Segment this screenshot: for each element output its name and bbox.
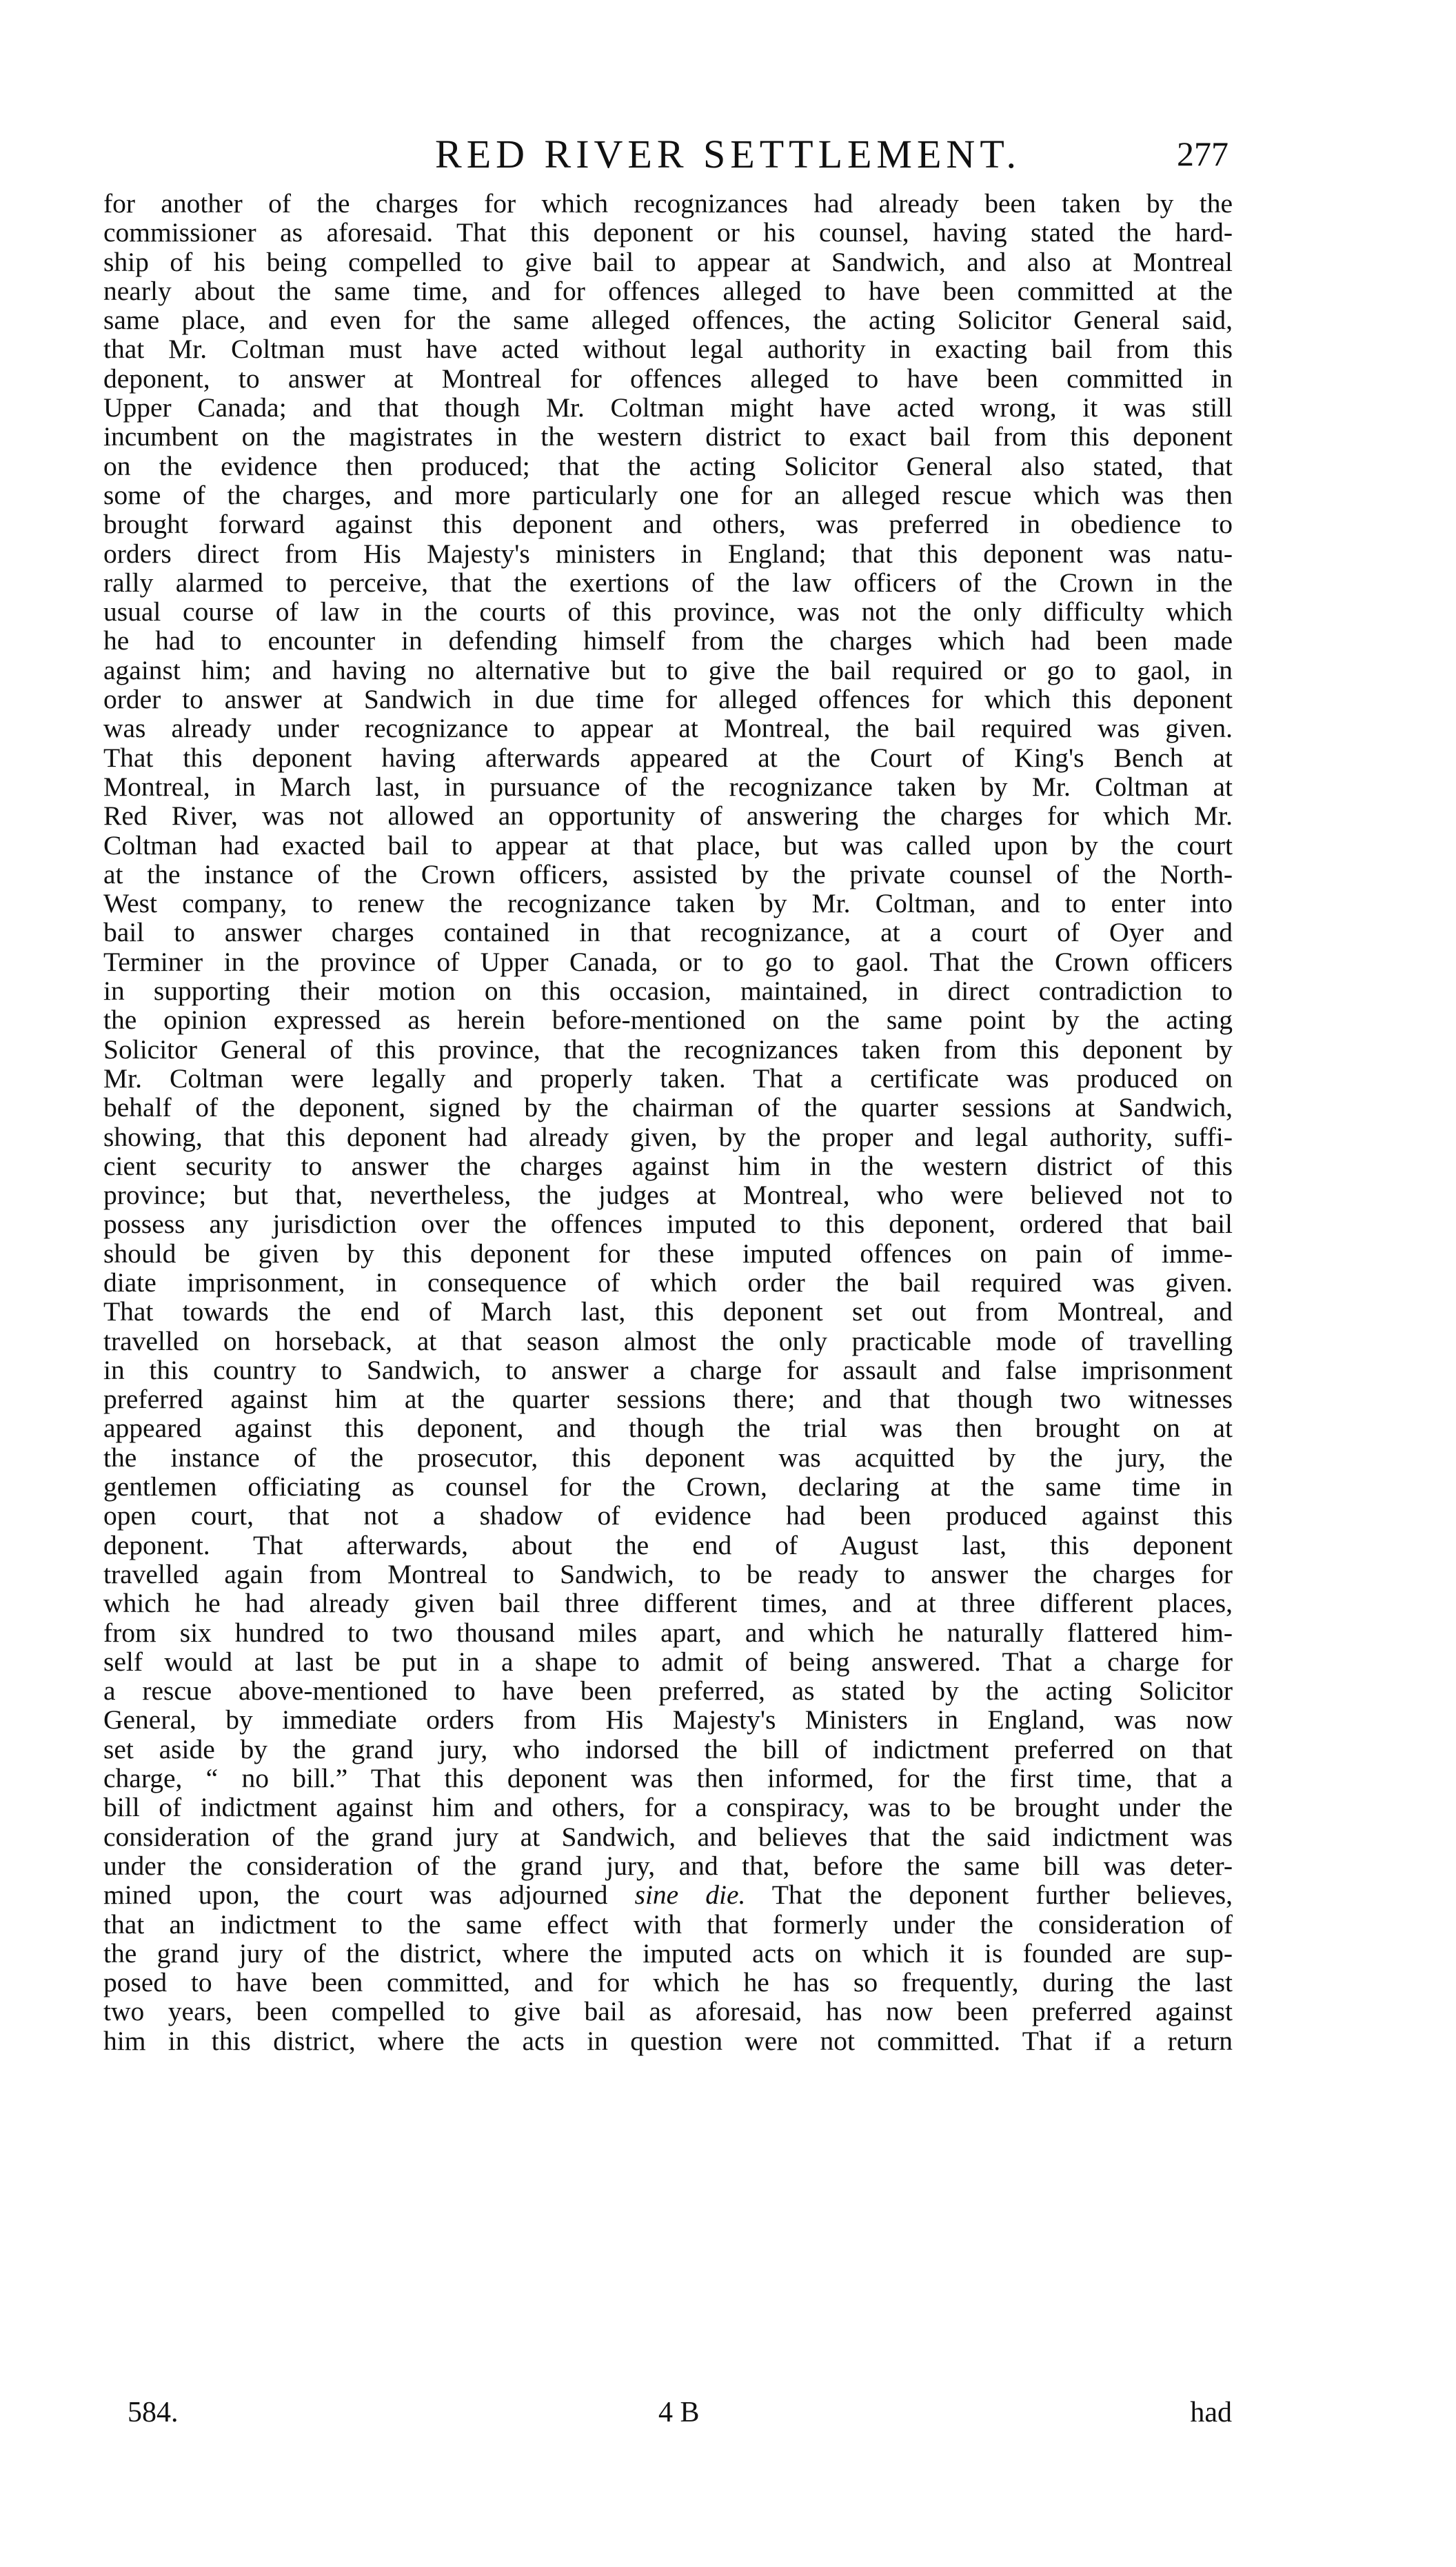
text-line: Montreal, in March last, in pursuance of the recognizance taken by Mr. Coltman at (103, 771, 1233, 802)
text-line: the opinion expressed as herein before-mentioned on the same point by the acting (103, 1005, 1233, 1036)
text-line: showing, that this deponent had already given, by the proper and legal authority, suffi- (103, 1121, 1233, 1152)
text-line: gentlemen officiating as counsel for the Crown, declaring at the same time in (103, 1471, 1233, 1502)
text-line: self would at last be put in a shape to admit of being answered. That a charge for (103, 1646, 1233, 1677)
catchword: had (1190, 2397, 1232, 2428)
text-line: diate imprisonment, in consequence of which order the bail required was given. (103, 1267, 1233, 1298)
text-line: him in this district, where the acts in question were not committed. That if a return (103, 2025, 1233, 2056)
text-line: same place, and even for the same alleged offences, the acting Solicitor General said, (103, 305, 1233, 336)
text-line: appeared against this deponent, and though the trial was then brought on at (103, 1413, 1233, 1444)
text-line: Solicitor General of this province, that the recognizances taken from this deponent by (103, 1034, 1233, 1065)
text-line: General, by immediate orders from His Majesty's Ministers in England, was now (103, 1704, 1233, 1735)
text-line: open court, that not a shadow of evidence had been produced against this (103, 1500, 1233, 1531)
page-title: RED RIVER SETTLEMENT. (435, 132, 1021, 177)
text-line: that Mr. Coltman must have acted without legal authority in exacting bail from this (103, 334, 1233, 365)
text-line: Coltman had exacted bail to appear at that place, but was called upon by the court (103, 829, 1233, 860)
text-line: the instance of the prosecutor, this deponent was acquitted by the jury, the (103, 1442, 1233, 1473)
page-number: 277 (1177, 134, 1228, 173)
text-line: some of the charges, and more particularly one for an alleged rescue which was then (103, 479, 1233, 510)
text-line: That this deponent having afterwards appeared at the Court of King's Bench at (103, 742, 1233, 773)
text-line: usual course of law in the courts of this province, was not the only difficulty which (103, 596, 1233, 627)
text-line: set aside by the grand jury, who indorsed the bill of indictment preferred on that (103, 1733, 1233, 1764)
text-line: rally alarmed to perceive, that the exertions of the law officers of the Crown in the (103, 567, 1233, 598)
text-line: travelled on horseback, at that season almost the only practicable mode of travelling (103, 1325, 1233, 1356)
text-line: in supporting their motion on this occasion, maintained, in direct contradiction to (103, 976, 1233, 1007)
text-line: mined upon, the court was adjourned sine die. That the deponent further believes, (103, 1880, 1233, 1911)
text-line: for another of the charges for which recognizances had already been taken by the (103, 188, 1233, 219)
text-line: orders direct from His Majesty's ministers in England; that this deponent was natu- (103, 538, 1233, 569)
text-line: from six hundred to two thousand miles apart, and which he naturally flattered him- (103, 1617, 1233, 1648)
running-head (0, 131, 1456, 179)
text-line: at the instance of the Crown officers, assisted by the private counsel of the North- (103, 858, 1233, 889)
text-line: which he had already given bail three different times, and at three different places, (103, 1588, 1233, 1619)
text-line: was already under recognizance to appear at Montreal, the bail required was given. (103, 713, 1233, 744)
text-line: on the evidence then produced; that the acting Solicitor General also stated, that (103, 450, 1233, 481)
text-line: deponent. That afterwards, about the end of August last, this deponent (103, 1529, 1233, 1560)
text-line: nearly about the same time, and for offences alleged to have been committed at the (103, 275, 1233, 306)
page-footer (0, 2396, 1456, 2437)
text-line: posed to have been committed, and for which he has so frequently, during the last (103, 1967, 1233, 1998)
text-line: should be given by this deponent for these imputed offences on pain of imme- (103, 1238, 1233, 1269)
text-line: travelled again from Montreal to Sandwich, to be ready to answer the charges for (103, 1558, 1233, 1589)
text-line: he had to encounter in defending himself from the charges which had been made (103, 625, 1233, 656)
body-text (103, 189, 1233, 2055)
text-line: consideration of the grand jury at Sandwich, and believes that the said indictment was (103, 1821, 1233, 1852)
text-line: West company, to renew the recognizance taken by Mr. Coltman, and to enter into (103, 888, 1233, 919)
text-line: two years, been compelled to give bail as aforesaid, has now been preferred against (103, 1996, 1233, 2027)
text-line: Upper Canada; and that though Mr. Coltman might have acted wrong, it was still (103, 392, 1233, 423)
text-line: Terminer in the province of Upper Canada, or to go to gaol. That the Crown officers (103, 946, 1233, 977)
text-line: incumbent on the magistrates in the western district to exact bail from this deponent (103, 421, 1233, 452)
text-line: under the consideration of the grand jury, and that, before the same bill was deter- (103, 1850, 1233, 1881)
text-line: that an indictment to the same effect with that formerly under the consideration of (103, 1909, 1233, 1940)
text-line: cient security to answer the charges against him in the western district of this (103, 1150, 1233, 1181)
text-line: That towards the end of March last, this deponent set out from Montreal, and (103, 1296, 1233, 1327)
text-line: the grand jury of the district, where the imputed acts on which it is founded are sup- (103, 1937, 1233, 1969)
text-line: Mr. Coltman were legally and properly taken. That a certificate was produced on (103, 1063, 1233, 1094)
text-line: Red River, was not allowed an opportunity of answering the charges for which Mr. (103, 801, 1233, 832)
text-line: brought forward against this deponent and others, was preferred in obedience to (103, 509, 1233, 540)
text-line: preferred against him at the quarter sessions there; and that though two witnesses (103, 1384, 1233, 1415)
text-line: behalf of the deponent, signed by the chairman of the quarter sessions at Sandwich, (103, 1092, 1233, 1123)
text-line: deponent, to answer at Montreal for offences alleged to have been committed in (103, 363, 1233, 394)
text-line: bill of indictment against him and others, for a conspiracy, was to be brought under the (103, 1792, 1233, 1823)
text-line: bail to answer charges contained in that recognizance, at a court of Oyer and (103, 917, 1233, 948)
text-line: commissioner as aforesaid. That this deponent or his counsel, having stated the hard- (103, 217, 1233, 248)
text-line: a rescue above-mentioned to have been preferred, as stated by the acting Solicitor (103, 1675, 1233, 1707)
signature-mark: 4 B (658, 2397, 700, 2428)
text-line: charge, “ no bill.” That this deponent was then informed, for the first time, that a (103, 1763, 1233, 1794)
text-line: ship of his being compelled to give bail to appear at Sandwich, and also at Montreal (103, 246, 1233, 277)
text-line: possess any jurisdiction over the offences imputed to this deponent, ordered that bail (103, 1209, 1233, 1240)
sheet-number: 584. (128, 2397, 179, 2428)
italic-phrase: sine die. (634, 1880, 746, 1911)
text-line: in this country to Sandwich, to answer a charge for assault and false imprisonment (103, 1354, 1233, 1385)
text-line: against him; and having no alternative but to give the bail required or go to gaol, in (103, 654, 1233, 685)
text-line: order to answer at Sandwich in due time for alleged offences for which this deponent (103, 684, 1233, 715)
text-line: province; but that, nevertheless, the judges at Montreal, who were believed not to (103, 1180, 1233, 1211)
